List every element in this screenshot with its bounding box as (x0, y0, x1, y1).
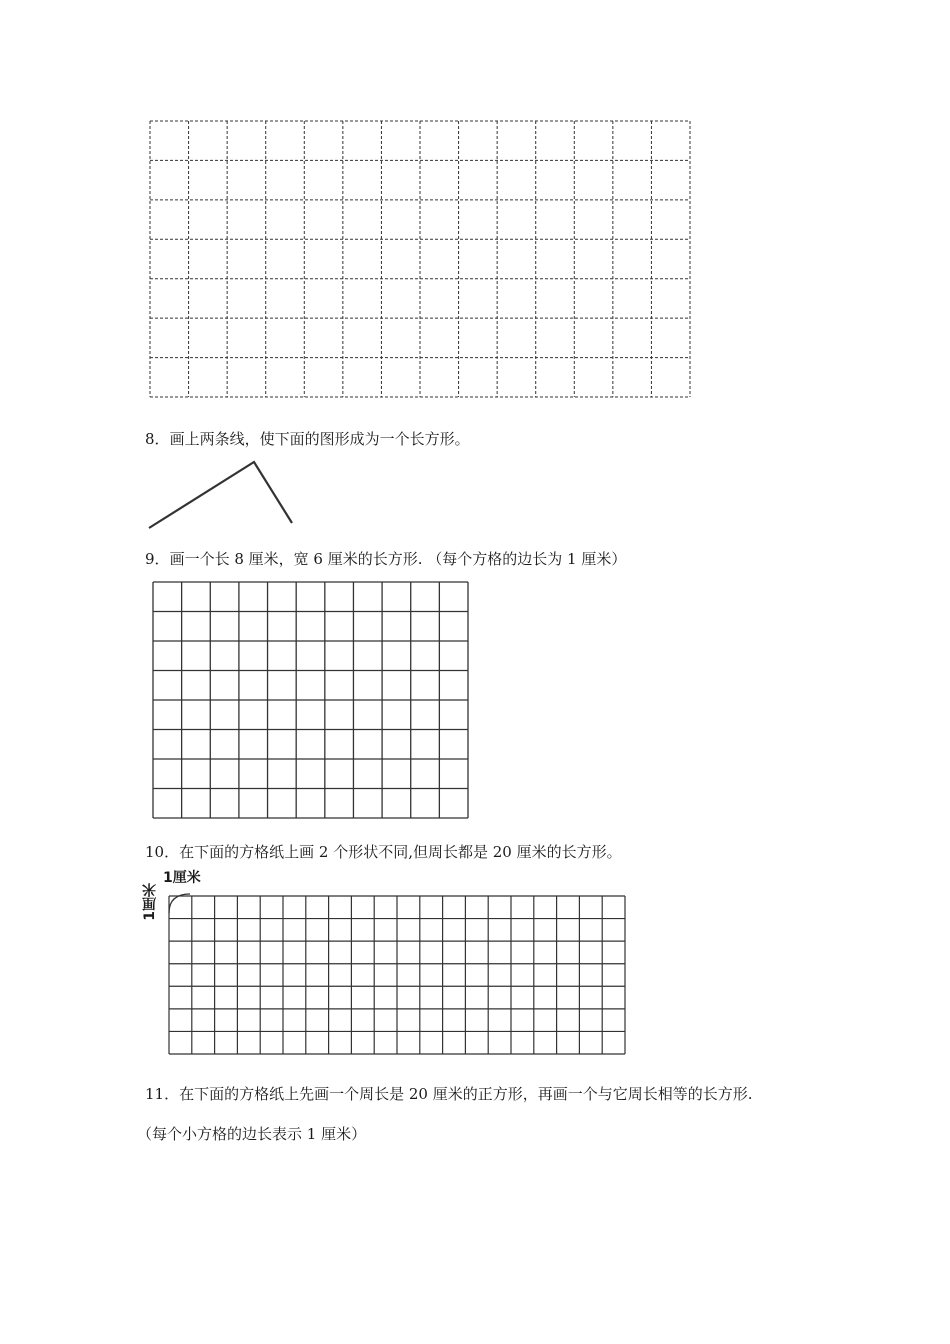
question-10: 10．在下面的方格纸上画 2 个形状不同,但周长都是 20 厘米的长方形。 (145, 843, 622, 861)
question-text: 画上两条线，使下面的图形成为一个长方形。 (169, 430, 470, 448)
question-8: 8．画上两条线，使下面的图形成为一个长方形。 (145, 430, 470, 448)
scale-label-side: 1厘米 (142, 883, 158, 921)
dashed-drawing-grid[interactable] (148, 119, 694, 400)
question-text: 在下面的方格纸上画 2 个形状不同,但周长都是 20 厘米的长方形。 (179, 843, 622, 861)
question-9: 9．画一个长 8 厘米，宽 6 厘米的长方形. （每个方格的边长为 1 厘米） (145, 550, 627, 568)
question-number: 9 (145, 550, 155, 568)
square-grid-q10[interactable] (167, 894, 628, 1057)
scale-label-top: 1厘米 (163, 870, 201, 886)
question-11-note: （每个小方格的边长表示 1 厘米） (137, 1125, 367, 1143)
question-number: 10 (145, 843, 165, 861)
open-angle-figure (140, 455, 310, 535)
question-text: 在下面的方格纸上先画一个周长是 20 厘米的正方形，再画一个与它周长相等的长方形. (179, 1085, 753, 1103)
question-number: 11 (145, 1085, 165, 1103)
question-text: 画一个长 8 厘米，宽 6 厘米的长方形. （每个方格的边长为 1 厘米） (169, 550, 627, 568)
square-grid-q9[interactable] (151, 580, 471, 820)
question-11: 11．在下面的方格纸上先画一个周长是 20 厘米的正方形，再画一个与它周长相等的长方形. (145, 1085, 753, 1103)
question-number: 8 (145, 430, 155, 448)
